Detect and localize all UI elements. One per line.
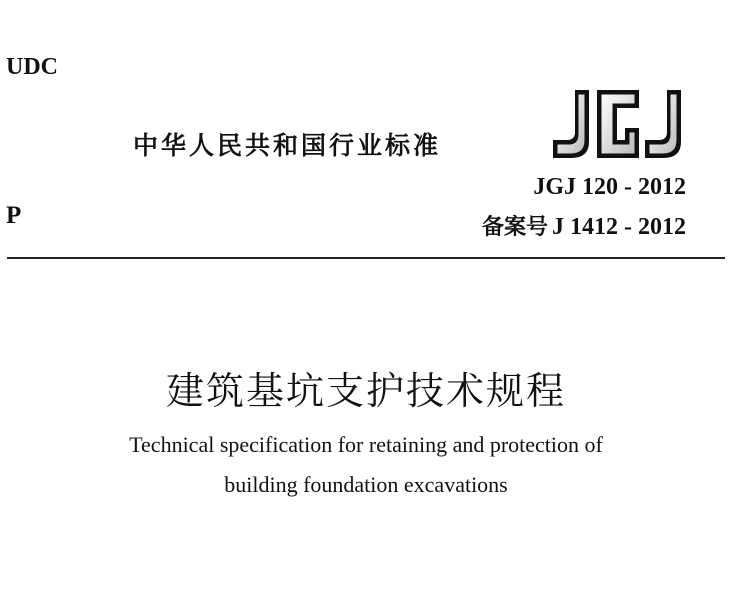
jgj-logo bbox=[545, 86, 687, 162]
category-label: P bbox=[6, 202, 22, 229]
record-number-row bbox=[482, 210, 686, 241]
document-title-english-line2: building foundation excavations bbox=[224, 472, 508, 497]
udc-label: UDC bbox=[6, 54, 58, 80]
record-number: J 1412 - 2012 bbox=[552, 214, 686, 240]
record-label: 备案号 bbox=[481, 215, 548, 240]
standard-type-heading: 中华人民共和国行业标准 bbox=[133, 131, 442, 160]
standard-number: JGJ 120 - 2012 bbox=[533, 174, 686, 200]
document-title-chinese: 建筑基坑支护技术规程 bbox=[165, 371, 566, 413]
divider-rule bbox=[7, 257, 725, 259]
document-title-english-line1: Technical specification for retaining and protection of bbox=[129, 432, 603, 457]
